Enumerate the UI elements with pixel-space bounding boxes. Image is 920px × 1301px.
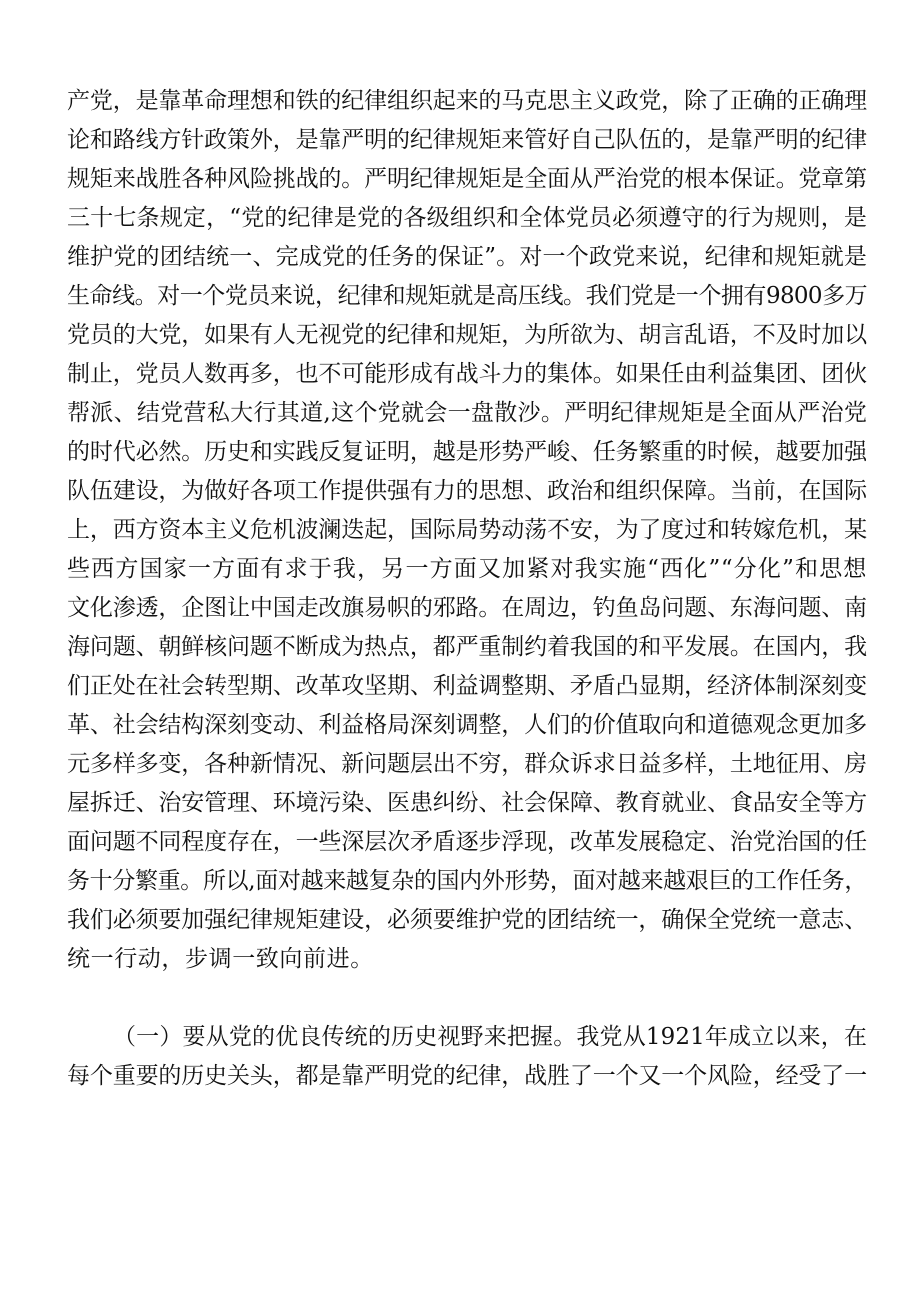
text-line: 上，西方资本主义危机波澜迭起，国际局势动荡不安，为了度过和转嫁危机，某 <box>67 517 867 543</box>
text-line: 我们必须要加强纪律规矩建设，必须要维护党的团结统一，确保全党统一意志、 <box>67 907 867 933</box>
text-line: 三十七条规定，“党的纪律是党的各级组织和全体党员必须遵守的行为规则，是 <box>67 205 867 231</box>
text-line: 的时代必然。历史和实践反复证明，越是形势严峻、任务繁重的时候，越要加强 <box>67 439 867 465</box>
paragraph-1 <box>67 82 867 979</box>
text-line: 规矩来战胜各种风险挑战的。严明纪律规矩是全面从严治党的根本保证。党章第 <box>67 166 867 192</box>
text-line: 论和路线方针政策外，是靠严明的纪律规矩来管好自己队伍的，是靠严明的纪律 <box>67 127 867 153</box>
text-line: 面问题不同程度存在，一些深层次矛盾逐步浮现，改革发展稳定、治党治国的任 <box>67 829 867 855</box>
text-line: 党员的大党，如果有人无视党的纪律和规矩，为所欲为、胡言乱语，不及时加以 <box>67 322 867 348</box>
text-line: 革、社会结构深刻变动、利益格局深刻调整，人们的价值取向和道德观念更加多 <box>67 712 867 738</box>
text-line: 海问题、朝鲜核问题不断成为热点，都严重制约着我国的和平发展。在国内，我 <box>67 634 867 660</box>
text-line: 产党，是靠革命理想和铁的纪律组织起来的马克思主义政党，除了正确的正确理 <box>67 88 867 114</box>
text-line: 制止，党员人数再多，也不可能形成有战斗力的集体。如果任由利益集团、团伙 <box>67 361 867 387</box>
text-line: 帮派、结党营私大行其道,这个党就会一盘散沙。严明纪律规矩是全面从严治党 <box>67 400 867 426</box>
text-line: 们正处在社会转型期、改革攻坚期、利益调整期、矛盾凸显期，经济体制深刻变 <box>67 673 867 699</box>
text-line: 元多样多变，各种新情况、新问题层出不穷，群众诉求日益多样，土地征用、房 <box>67 751 867 777</box>
paragraph-2 <box>67 1018 867 1096</box>
text-line: 维护党的团结统一、完成党的任务的保证”。对一个政党来说，纪律和规矩就是 <box>67 244 867 270</box>
text-line: 生命线。对一个党员来说，纪律和规矩就是高压线。我们党是一个拥有9800多万 <box>67 283 867 309</box>
text-line: 每个重要的历史关头，都是靠严明党的纪律，战胜了一个又一个风险，经受了一 <box>67 1063 867 1089</box>
text-line: 些西方国家一方面有求于我，另一方面又加紧对我实施“西化”“分化”和思想 <box>67 556 867 582</box>
text-line: 文化渗透，企图让中国走改旗易帜的邪路。在周边，钓鱼岛问题、东海问题、南 <box>67 595 867 621</box>
text-line-indented: （一）要从党的优良传统的历史视野来把握。我党从1921年成立以来，在 <box>113 1024 867 1050</box>
paragraph-spacer <box>67 979 867 1018</box>
text-line: 务十分繁重。所以,面对越来越复杂的国内外形势，面对越来越艰巨的工作任务， <box>67 868 867 894</box>
text-line-last: 统一行动，步调一致向前进。 <box>67 946 374 972</box>
body-text <box>67 82 867 1096</box>
text-line: 屋拆迁、治安管理、环境污染、医患纠纷、社会保障、教育就业、食品安全等方 <box>67 790 867 816</box>
text-line: 队伍建设，为做好各项工作提供强有力的思想、政治和组织保障。当前，在国际 <box>67 478 867 504</box>
